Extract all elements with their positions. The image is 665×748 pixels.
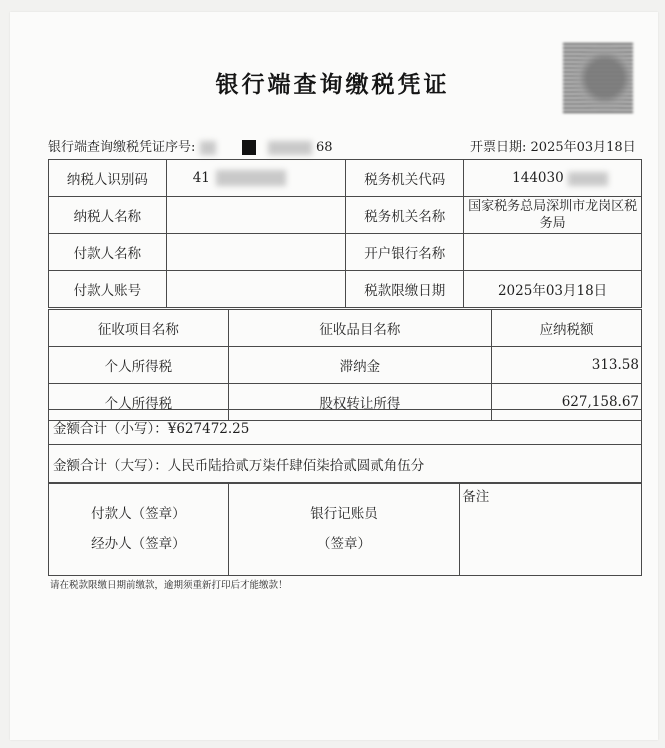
total-large-label: 金额合计（大写）：	[53, 458, 168, 474]
payer-account-value	[166, 271, 346, 308]
table-header-row	[49, 310, 642, 347]
tax-office-code-label: 税务机关代码	[346, 160, 464, 197]
issue-date-value: 2025年03月18日	[530, 140, 636, 155]
payment-deadline-notice: 请在税款限缴日期前缴款，逾期须重新打印后才能缴款！	[50, 580, 288, 591]
table-row	[49, 234, 642, 271]
tax-office-name-value: 国家税务总局深圳市龙岗区税务局	[464, 197, 642, 234]
payer-sign-cell	[49, 483, 229, 576]
issue-date-label: 开票日期:	[470, 140, 527, 155]
bank-clerk-cell	[228, 483, 460, 576]
table-row	[49, 410, 642, 445]
payer-name-label: 付款人名称	[49, 234, 167, 271]
item-project: 个人所得税	[49, 384, 229, 421]
serial-number-line	[48, 136, 333, 155]
taxpayer-id-label: 纳税人识别码	[49, 160, 167, 197]
table-row	[49, 445, 642, 484]
handler-sign-label: 经办人（签章）	[91, 536, 186, 552]
item-category: 股权转让所得	[228, 384, 491, 421]
column-header-category: 征收品目名称	[228, 310, 491, 347]
tax-deadline-value: 2025年03月18日	[464, 271, 642, 308]
total-small-cell	[49, 410, 642, 445]
taxpayer-info-table	[48, 159, 642, 308]
taxpayer-name-label: 纳税人名称	[49, 197, 167, 234]
column-header-project: 征收项目名称	[49, 310, 229, 347]
total-small-label: 金额合计（小写）：	[53, 421, 168, 437]
signature-table	[48, 482, 642, 576]
tax-office-name-label: 税务机关名称	[346, 197, 464, 234]
serial-fragment: 68	[315, 140, 333, 155]
taxpayer-id-value: 41	[166, 160, 346, 197]
total-large-cell	[49, 445, 642, 484]
tax-office-code-value: 144030	[464, 160, 642, 197]
remark-label: 备注	[462, 489, 490, 505]
table-row	[49, 483, 642, 576]
bank-clerk-label: 银行记账员	[310, 506, 378, 522]
payer-name-value	[166, 234, 346, 271]
table-row	[49, 271, 642, 308]
redacted-black-box	[242, 140, 256, 155]
table-row	[49, 197, 642, 234]
redacted-region	[568, 172, 608, 186]
bank-sign-label: （签章）	[317, 536, 371, 552]
column-header-amount: 应纳税额	[492, 310, 642, 347]
bank-name-label: 开户银行名称	[346, 234, 464, 271]
item-project: 个人所得税	[49, 347, 229, 384]
page-title: 银行端查询缴税凭证	[215, 72, 450, 98]
redacted-region	[200, 141, 216, 155]
remark-cell	[460, 483, 642, 576]
payer-account-label: 付款人账号	[49, 271, 167, 308]
total-large-value: 人民币陆拾贰万柒仟肆佰柒拾贰圆贰角伍分	[167, 458, 425, 474]
item-amount: 313.58	[492, 347, 642, 384]
item-amount: 627,158.67	[492, 384, 642, 421]
item-category: 滞纳金	[228, 347, 491, 384]
payer-sign-label: 付款人（签章）	[91, 506, 186, 522]
redacted-region	[268, 141, 312, 155]
taxpayer-name-value	[166, 197, 346, 234]
totals-table	[48, 409, 642, 484]
issue-date-line	[470, 136, 636, 155]
table-row	[49, 160, 642, 197]
table-row	[49, 347, 642, 384]
redacted-region	[216, 170, 286, 186]
tax-items-table	[48, 309, 642, 421]
total-small-value: ¥627472.25	[167, 421, 250, 437]
tax-deadline-label: 税款限缴日期	[346, 271, 464, 308]
bank-name-value	[464, 234, 642, 271]
serial-label: 银行端查询缴税凭证序号:	[48, 140, 196, 155]
